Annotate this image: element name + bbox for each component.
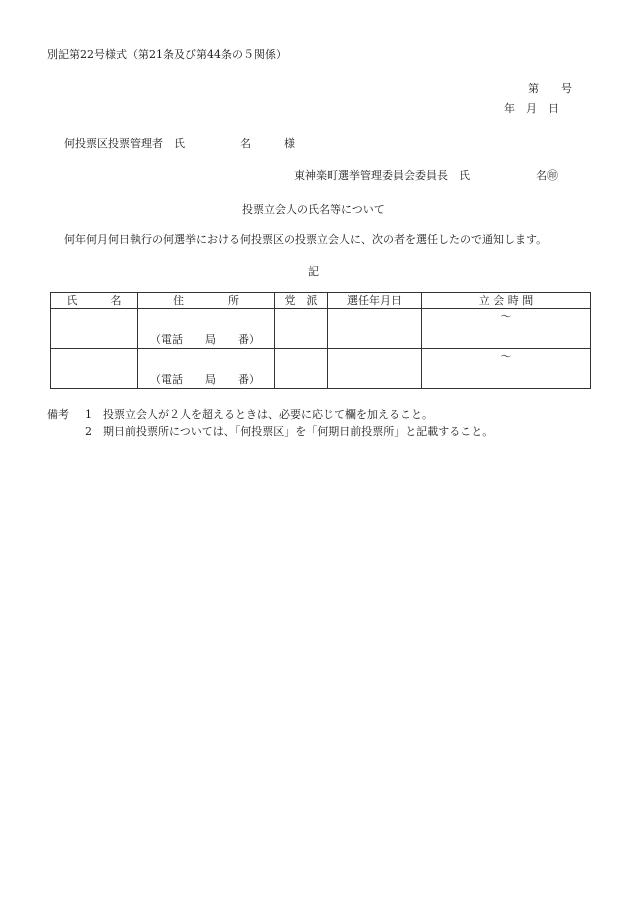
note-number: 2 xyxy=(85,425,92,438)
ki-heading: 記 xyxy=(308,265,319,278)
address-cell xyxy=(138,349,275,389)
notes-label: 備考 xyxy=(47,408,69,421)
phone-label: （電話 局 番） xyxy=(150,373,260,386)
time-cell xyxy=(422,309,591,349)
header-appointment-date: 選任年月日 xyxy=(328,293,422,309)
note-number: 1 xyxy=(85,408,92,421)
table-row xyxy=(51,309,591,349)
notes xyxy=(47,409,493,443)
note-text: 投票立会人が２人を超えるときは、必要に応じて欄を加えること。 xyxy=(103,408,433,421)
party-cell xyxy=(275,349,328,389)
note-item xyxy=(47,426,493,437)
address-cell xyxy=(138,309,275,349)
addressee: 何投票区投票管理者 氏 名 様 xyxy=(64,137,295,150)
header-party: 党 派 xyxy=(275,293,328,309)
time-range-tilde: ～ xyxy=(500,310,512,323)
note-text: 期日前投票所については、「何投票区」を「何期日前投票所」と記載すること。 xyxy=(103,425,494,438)
time-cell xyxy=(422,349,591,389)
document-date: 年 月 日 xyxy=(504,102,559,115)
body-text: 何年何月何日執行の何選挙における何投票区の投票立会人に、次の者を選任したので通知します。 xyxy=(64,233,548,246)
name-cell xyxy=(51,309,138,349)
date-cell xyxy=(328,309,422,349)
form-number: 別記第22号様式（第21条及び第44条の５関係） xyxy=(47,48,287,61)
date-cell xyxy=(328,349,422,389)
observer-table xyxy=(50,292,591,389)
time-range-tilde: ～ xyxy=(500,350,512,363)
sender: 東神楽町選挙管理委員会委員長 氏 名㊞ xyxy=(294,169,558,182)
header-attendance-time: 立 会 時 間 xyxy=(422,293,591,309)
subject-title: 投票立会人の氏名等について xyxy=(242,203,385,216)
party-cell xyxy=(275,309,328,349)
note-item xyxy=(47,409,493,420)
table-header-row xyxy=(51,293,591,309)
document-number: 第 号 xyxy=(528,82,572,95)
phone-label: （電話 局 番） xyxy=(150,333,260,346)
header-name: 氏 名 xyxy=(51,293,138,309)
table-row xyxy=(51,349,591,389)
header-address: 住 所 xyxy=(138,293,275,309)
name-cell xyxy=(51,349,138,389)
